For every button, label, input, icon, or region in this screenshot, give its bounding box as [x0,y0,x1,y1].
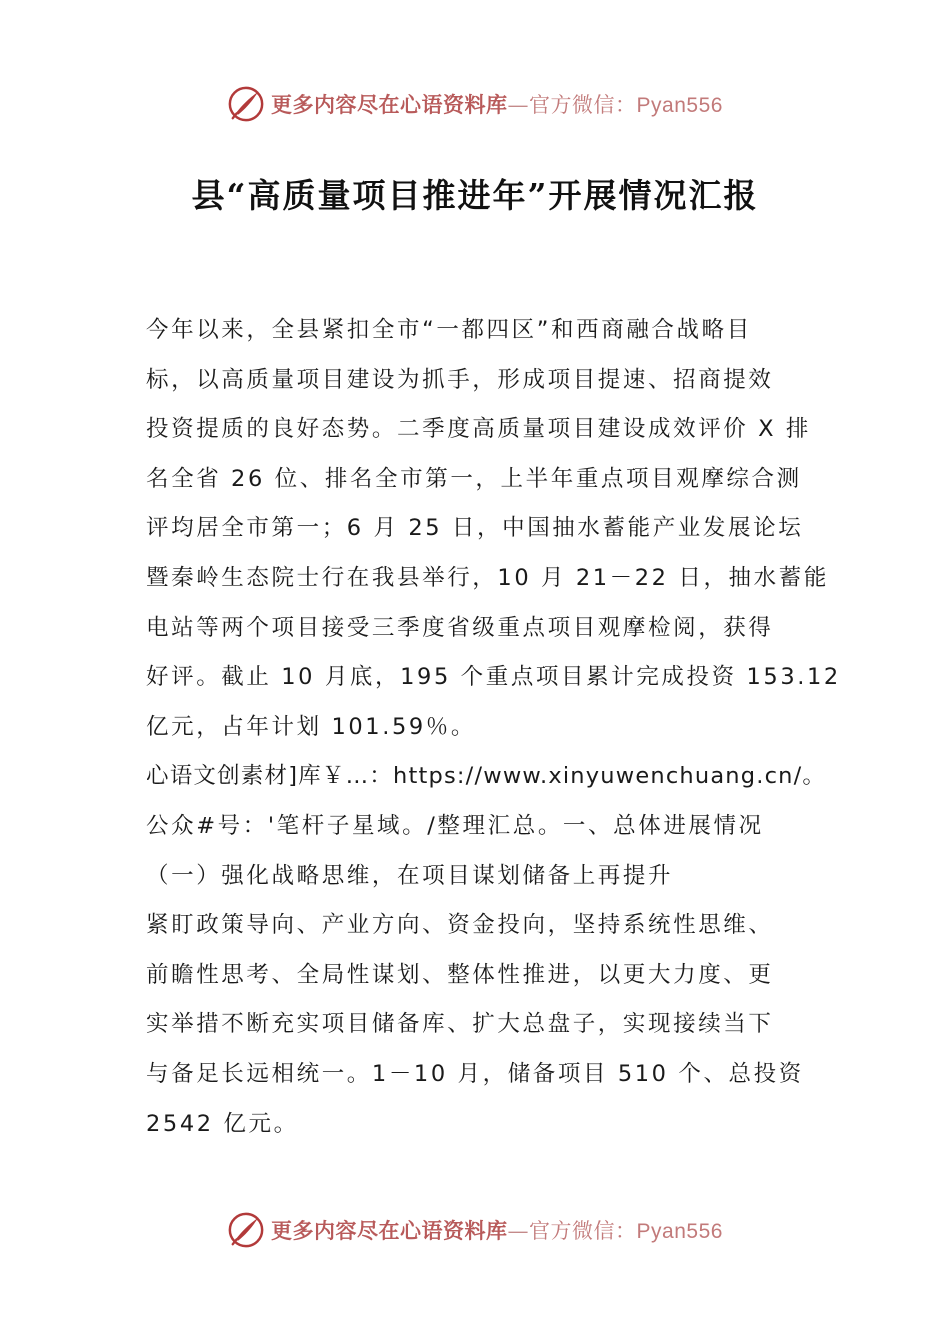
watermark-dash: — [507,1219,530,1243]
watermark-text [271,1215,723,1245]
body-line: 名全省 26 位、排名全市第一，上半年重点项目观摩综合测 [146,465,802,492]
header-watermark [0,82,950,126]
watermark-prefix: 更多内容尽在心语资料库 [271,92,508,117]
watermark-wechat-id: Pyan556 [636,94,723,117]
watermark-text [271,89,723,119]
body-line: 亿元，占年计划 101.59％。 [146,713,476,740]
body-line-link: 心语文创素材]库￥…：https://www.xinyuwenchuang.cn/。 [146,763,827,790]
watermark-suffix: 官方微信： [529,1219,637,1243]
body-line: 投资提质的良好态势。二季度高质量项目建设成效评价 X 排 [146,416,812,443]
watermark-dash: — [507,93,530,117]
body-line: 公众#号：'笔杆子星域。/整理汇总。一、总体进展情况 [146,812,764,839]
document-body [146,306,841,1149]
body-line: 评均居全市第一；6 月 25 日，中国抽水蓄能产业发展论坛 [146,515,804,542]
body-line: 暨秦岭生态院士行在我县举行，10 月 21－22 日，抽水蓄能 [146,564,829,591]
document-title: 县“高质量项目推进年”开展情况汇报 [191,176,759,215]
body-line: 标，以高质量项目建设为抓手，形成项目提速、招商提效 [146,366,774,393]
body-line: 紧盯政策导向、产业方向、资金投向，坚持系统性思维、 [146,912,774,939]
body-line: 今年以来，全县紧扣全市“一都四区”和西商融合战略目 [146,317,752,343]
watermark-wechat-id: Pyan556 [636,1220,723,1243]
quill-logo-icon [227,85,265,123]
body-line: 与备足长远相统一。1－10 月，储备项目 510 个、总投资 [146,1060,804,1087]
section-heading: （一）强化战略思维，在项目谋划储备上再提升 [146,862,674,889]
body-line: 实举措不断充实项目储备库、扩大总盘子，实现接续当下 [146,1011,774,1038]
body-line: 电站等两个项目接受三季度省级重点项目观摩检阅，获得 [146,614,774,641]
body-line: 2542 亿元。 [146,1110,299,1137]
watermark-suffix: 官方微信： [529,93,637,117]
body-line: 好评。截止 10 月底，195 个重点项目累计完成投资 153.12 [146,664,841,691]
footer-watermark [0,1208,950,1252]
watermark-prefix: 更多内容尽在心语资料库 [271,1218,508,1243]
body-line: 前瞻性思考、全局性谋划、整体性推进，以更大力度、更 [146,961,774,988]
quill-logo-icon [227,1211,265,1249]
